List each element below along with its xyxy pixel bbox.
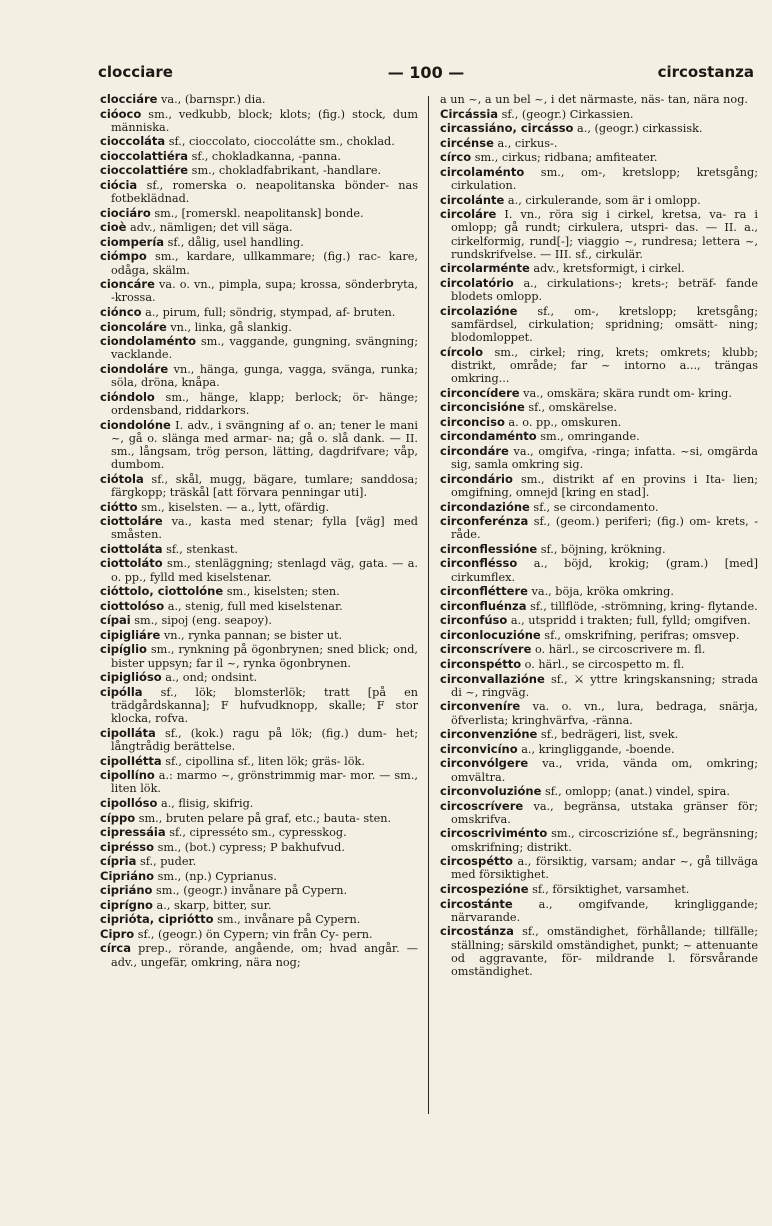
entry-definition: adv., kretsformigt, i cirkel. [529,262,685,276]
entry-headword: círca [100,941,132,956]
entry-definition: va., böja, kröka omkring. [527,585,674,599]
entry-definition: vn., rynka pannan; se bister ut. [160,628,343,642]
dictionary-entry [440,673,758,700]
dictionary-entry [440,743,758,756]
entry-definition: a., kringliggande, -boende. [517,742,675,756]
dictionary-entry [440,445,758,472]
entry-definition: I. adv., i svängning af o. an; tener le mani ~, gå o. slänga med armar- na; gå o. slå dank. — II. sm., långsam, trög person, lätting, dagdrifvare; våp, dumbom. [111,418,418,472]
dictionary-entry [440,728,758,741]
dictionary-entry [440,629,758,642]
entry-definition: sf., (kok.) ragu på lök; (fig.) dum- het; långtrådig berättelse. [111,726,418,754]
entry-definition: adv., nämligen; det vill säga. [126,221,293,235]
dictionary-entry [440,137,758,150]
dictionary-entry [440,614,758,627]
right-column [440,93,758,1118]
dictionary-entry [100,913,418,926]
entry-headword: Cipriáno [100,868,155,883]
entry-headword: ciprésso [100,839,155,854]
dictionary-entry [100,884,418,897]
entry-headword: ciόttolo, ciottolóne [100,584,224,599]
dictionary-entry [440,700,758,727]
entry-definition: sf., (geogr.) ön Cypern; vin från Cy- pern. [134,927,373,941]
entry-headword: cioncoláre [100,319,167,334]
entry-definition: a., skarp, bitter, sur. [152,898,272,912]
dictionary-entry [440,515,758,542]
dictionary-entry [100,278,418,305]
dictionary-entry [440,122,758,135]
entry-headword: cipólla [100,684,143,699]
entry-headword: cioccolattiéra [100,148,189,163]
dictionary-entry [100,643,418,670]
dictionary-entry [440,643,758,656]
entry-headword: circostánte [440,896,513,911]
dictionary-entry [440,416,758,429]
entry-definition: sf., omskärelse. [524,401,618,415]
entry-headword: circonfúso [440,613,508,628]
dictionary-entry [100,585,418,598]
entry-definition: sm., vedkubb, block; klots; (fig.) stock, dum människa. [111,107,418,134]
entry-definition: sf., stenkast. [162,542,238,556]
dictionary-entry [440,898,758,925]
page-number: — 100 — [387,62,465,82]
entry-headword: clocciáre [100,93,158,106]
entry-headword: circoscriviménto [440,826,548,841]
dictionary-entry [440,166,758,193]
entry-headword: circospezióne [440,881,529,896]
entry-definition: sf., böjning, krökning. [537,542,666,556]
dictionary-entry [100,797,418,810]
entry-headword: cipollóso [100,796,158,810]
entry-headword: circolánte [440,192,505,207]
entry-definition: sm., [romerskl. neapolitansk] bonde. [150,206,364,220]
entry-definition: sf., romerska o. neapolitanska bönder- nas fotbeklädnad. [111,178,418,206]
entry-headword: circolaménto [440,164,525,179]
dictionary-entry [100,557,418,584]
entry-headword: ciótto [100,499,138,514]
dictionary-entry [440,925,758,978]
entry-headword: cíppo [100,810,136,825]
entry-headword: circoláre [440,207,497,222]
entry-headword: circolarménte [440,261,530,276]
dictionary-entry [100,686,418,726]
entry-definition: va., vrida, vända om, omkring; omvältra. [451,757,758,784]
entry-headword: circonvólgere [440,756,529,771]
dictionary-entry [100,755,418,768]
entry-headword: circonferénza [440,514,529,529]
entry-definition: sm., kiselsten. — a., lytt, ofärdig. [137,500,330,514]
dictionary-entry [100,727,418,754]
entry-headword: circonlocuzióne [440,627,541,642]
dictionary-entry [100,321,418,334]
entry-definition: va., kasta med stenar; fylla [väg] med småsten. [111,515,418,542]
dictionary-entry [440,277,758,304]
entry-definition: sm., distrikt af en provins i Ita- lien; omgifning, omnejd [kring en stad]. [451,472,758,500]
entry-definition: sf., omlopp; (anat.) vindel, spira. [541,785,730,799]
entry-definition: sf., bedrägeri, list, svek. [537,728,679,742]
dictionary-entry [440,473,758,500]
entry-headword: circolatório [440,275,514,290]
entry-headword: circonscrívere [440,642,532,657]
dictionary-entry [100,600,418,613]
dictionary-entry [100,841,418,854]
dictionary-entry [100,236,418,249]
entry-definition: sm., (np.) Cyprianus. [154,869,277,883]
dictionary-entry [440,557,758,584]
dictionary-entry [100,306,418,319]
entry-headword: cioncáre [100,277,155,292]
entry-definition: sm., rynkning på ögonbrynen; sned blick; ond, bister uppsyn; far il ~, rynka ögonbrynen. [111,643,418,670]
dictionary-entry [440,401,758,414]
entry-headword: ciociáro [100,205,151,220]
dictionary-entry [100,671,418,684]
dictionary-entry [440,883,758,896]
page-header [98,62,754,82]
dictionary-entry [100,108,418,135]
dictionary-entry [100,179,418,206]
entry-headword: ciondolaménto [100,334,197,349]
dictionary-entry [440,600,758,613]
dictionary-entry [100,164,418,177]
entry-headword: circoncisióne [440,400,525,415]
entry-definition: sm., sipoj (eng. seapoy). [130,614,272,628]
entry-headword: ciócia [100,177,138,192]
entry-definition: sf., ⚔ yttre kringskansning; strada di ~, ringväg. [451,672,758,699]
entry-headword: ciondoláre [100,361,169,376]
entry-headword: círco [440,150,472,165]
entry-headword: cipolIétta [100,753,162,768]
dictionary-entry [440,151,758,164]
entry-headword: ciótola [100,471,144,486]
entry-headword: circonfluénza [440,598,527,613]
dictionary-entry [100,473,418,500]
entry-headword: cipigliáre [100,627,161,642]
entry-definition: sf., omskrifning, perifras; omsvep. [540,628,740,642]
entry-definition: sf., omständighet, förhållande; tillfälle; ställning; särskild omständighet, punkt; ~ attenuante od aggravante, för- mildrande l. försvårande omständighet. [451,925,758,979]
dictionary-entry [440,194,758,207]
entry-headword: ciompería [100,234,165,249]
dictionary-entry [100,391,418,418]
entry-headword: circoncídere [440,385,520,400]
dictionary-entry [440,346,758,386]
entry-headword: ciprígno [100,897,153,912]
entry-definition: sm., hänge, klapp; berlock; ör- hänge; ordensband, riddarkors. [111,390,418,417]
dictionary-entry [100,250,418,277]
entry-headword: ciottoláto [100,556,163,571]
entry-definition: a., flisig, skifrig. [157,797,254,810]
header-right-guideword: circostanza [657,63,754,81]
entry-headword: circondaménto [440,429,537,444]
dictionary-entry [100,419,418,472]
entry-definition: a., pirum, full; söndrig, stympad, af- bruten. [141,306,396,320]
entry-headword: círcolo [440,344,483,359]
dictionary-entry [100,150,418,163]
entry-definition: sm., circoscrizióne sf., begränsning; omskrifning; distrikt. [451,827,758,854]
dictionary-entry [100,501,418,514]
entry-definition: sf., chokladkanna, -panna. [188,149,341,163]
entry-definition: sm., cirkel; ring, krets; omkrets; klubb; distrikt, område; far ~ intorno a..., trängas omkring... [451,345,758,386]
entry-headword: cípria [100,854,137,869]
entry-definition: va., omskära; skära rundt om- kring. [519,386,732,400]
entry-definition: sf., tillflöde, -strömning, kring- flytande. [526,599,758,613]
entry-headword: ciottolóso [100,598,165,613]
entry-headword: ciómpo [100,249,147,264]
entry-definition: sf., cioccolato, cioccolátte sm., choklad. [165,135,395,149]
entry-definition: vn., linka, gå slankig. [166,320,292,334]
entry-definition: va. o. vn., pimpla, supa; krossa, sönderbryta, -krossa. [111,278,418,305]
dictionary-entry [100,93,418,106]
dictionary-entry [100,515,418,542]
entry-definition: va., omgifva, -ringa; infatta. ~si, omgärda sig, samla omkring sig. [451,445,758,472]
entry-headword: circonfléttere [440,584,528,599]
dictionary-entry [100,221,418,234]
dictionary-entry [100,135,418,148]
dictionary-entry [100,870,418,883]
dictionary-entry [440,208,758,261]
entry-headword: circoscrívere [440,798,524,813]
dictionary-entry [440,108,758,121]
entry-definition: sf., skål, mugg, bägare, tumlare; sanddosa; färgkopp; träskål [att förvara penningar uti]. [111,472,418,500]
dictionary-entry [440,262,758,275]
entry-headword: cipíglio [100,642,147,657]
entry-definition: sm., stenläggning; stenlagd väg, gata. — a. o. pp., fylld med kiselstenar. [111,557,418,584]
entry-definition: va., begränsa, utstaka gränser för; omskrifva. [451,799,758,826]
entry-headword: Circássia [440,106,499,121]
entry-headword: ciottoláre [100,514,163,529]
entry-definition: sm., omringande. [536,430,640,444]
dictionary-entry [100,363,418,390]
dictionary-entry [100,942,418,969]
entry-definition: sm., (bot.) cypress; P bakhufvud. [154,840,345,854]
dictionary-entry [100,899,418,912]
entry-definition: a., omgifvande, kringliggande; närvarande. [451,897,758,924]
header-left-guideword: clocciare [98,63,173,81]
entry-headword: circonciso [440,414,505,429]
entry-definition: a. o. pp., omskuren. [504,415,622,429]
entry-definition: sm., bruten pelare på graf, etc.; bauta- sten. [135,811,392,825]
dictionary-entry [100,614,418,627]
entry-definition: a., (geogr.) cirkassisk. [573,122,703,136]
entry-definition: o. härl., se circoscrivere m. fl. [531,643,706,657]
entry-definition: o. härl., se circospetto m. fl. [521,658,685,672]
entry-definition: a., försiktig, varsam; andar ~, gå tillväga med försiktighet. [451,855,758,882]
dictionary-entry [100,812,418,825]
entry-headword: circonvallazióne [440,671,545,686]
dictionary-entry [440,785,758,798]
dictionary-entry [100,769,418,796]
entry-definition: sm., vaggande, gungning, svängning; vacklande. [111,335,418,362]
entry-headword: circonvoluzióne [440,784,542,799]
entry-definition: sf., dålig, usel handling. [164,235,304,249]
entry-headword: cipollíno [100,768,155,783]
dictionary-entry [440,93,758,106]
dictionary-entry [100,543,418,556]
dictionary-entry [440,800,758,827]
entry-definition: a., böjd, krokig; (gram.) [med] cirkumflex. [451,557,758,584]
entry-definition: sf., cipresséto sm., cypresskog. [165,826,347,840]
entry-definition: sf., puder. [136,855,197,869]
entry-definition: a., cirkus-. [493,136,558,150]
entry-headword: circonspétto [440,657,522,672]
entry-headword: circonvicíno [440,741,518,756]
entry-headword: circassiáno, circásso [440,121,574,136]
entry-headword: cióoco [100,106,142,121]
column-divider [428,96,429,1114]
dictionary-entry [440,387,758,400]
dictionary-entry [440,757,758,784]
entry-headword: cipriόta, cipriόtto [100,912,214,927]
entry-headword: ciondolóne [100,417,171,432]
entry-definition: prep., rörande, angående, om; hvad angår. — adv., ungefär, omkring, nära nog; [111,942,418,969]
entry-definition: sm., kiselsten; sten. [223,585,340,599]
entry-headword: ciottoláta [100,541,163,556]
entry-headword: cioccoláta [100,134,166,149]
left-column [100,93,418,1118]
dictionary-entry [440,305,758,345]
entry-definition: a.: marmo ~, grönstrimmig mar- mor. — sm., liten lök. [111,769,418,796]
entry-headword: circolazióne [440,303,518,318]
entry-definition: sm., kardare, ullkammare; (fig.) rac- kare, odåga, skälm. [111,250,418,277]
entry-definition: sf., se circondamento. [529,500,659,514]
entry-headword: cipiglióso [100,670,162,685]
dictionary-entry [100,826,418,839]
entry-definition: va., (barnspr.) dia. [157,93,266,106]
entry-headword: Cipro [100,926,135,941]
entry-definition: sf., cipollina sf., liten lök; gräs- lök. [161,754,365,768]
entry-headword: circospétto [440,854,513,869]
entry-definition: a., cirkulerande, som är i omlopp. [504,193,701,207]
entry-definition: a., ond; ondsint. [161,671,258,685]
dictionary-entry [100,928,418,941]
entry-definition: a., stenig, full med kiselstenar. [164,599,343,613]
entry-headword: circonflésso [440,556,518,571]
entry-definition: I. vn., röra sig i cirkel, kretsa, va- ra i omlopp; gå rundt; cirkulera, utspri- das. — II. a., cirkelformig, rund[-]; viaggio ~, rundresa; lettera ~, rundskrifvelse. — III. sf., cirkulär. [451,208,758,261]
dictionary-entry [440,430,758,443]
dictionary-entry [100,629,418,642]
entry-definition: sm., chokladfabrikant, -handlare. [188,164,382,178]
entry-headword: cioccolattiére [100,163,189,178]
dictionary-entry [440,543,758,556]
entry-headword: cioè [100,220,127,235]
entry-definition: sf., (geom.) periferi; (fig.) om- krets, -råde. [451,515,758,542]
entry-definition: sf., om-, kretslopp; kretsgång; samfärdsel, cirkulation; spridning; omsätt- ning; blodomloppet. [451,304,758,345]
entry-headword: circondário [440,471,513,486]
entry-definition: vn., hänga, gunga, vagga, svänga, runka; söla, dröna, knåpa. [111,362,418,390]
entry-definition: a., utspridd i trakten; full, fylld; omgifven. [507,614,751,628]
entry-headword: circondáre [440,444,509,458]
entry-definition: sm., om-, kretslopp; kretsgång; cirkulation. [451,165,758,192]
entry-headword: circénse [440,135,494,150]
dictionary-entry [440,585,758,598]
entry-definition: sf., försiktighet, varsamhet. [528,882,690,896]
entry-headword: circonveníre [440,699,521,714]
entry-headword: cipolláta [100,725,156,740]
dictionary-entry [100,207,418,220]
entry-definition: sm., (geogr.) invånare på Cypern. [152,884,348,898]
entry-headword: circostánza [440,924,514,939]
entry-definition: sf., lök; blomsterlök; tratt [på en trädgårdskanna]; F hufvudknopp, skalle; F stor klocka, rofva. [111,685,418,726]
dictionary-entry [440,658,758,671]
entry-headword: circonflessióne [440,541,538,556]
entry-headword: ciόndolo [100,389,155,404]
entry-definition: sm., cirkus; ridbana; amfiteater. [471,151,658,165]
entry-headword: cipressáia [100,825,166,840]
entry-headword: circondazióne [440,499,530,514]
entry-definition: sm., invånare på Cypern. [213,913,361,927]
dictionary-entry [440,501,758,514]
entry-definition: va. o. vn., lura, bedraga, snärja, öfverlista; kringhvärfva, -ränna. [451,700,758,727]
dictionary-entry [440,855,758,882]
entry-definition: sf., (geogr.) Cirkassien. [498,107,634,121]
dictionary-entry [440,827,758,854]
entry-headword: cipriáno [100,883,153,898]
entry-headword: cípai [100,613,131,628]
entry-definition: a., cirkulations-; krets-; beträf- fande blodets omlopp. [451,276,758,304]
entry-headword: circonvenzióne [440,727,538,742]
entry-headword: ciónco [100,305,142,320]
dictionary-entry [100,855,418,868]
entry-definition: a un ~, a un bel ~, i det närmaste, näs- tan, nära nog. [440,93,748,106]
dictionary-entry [100,335,418,362]
